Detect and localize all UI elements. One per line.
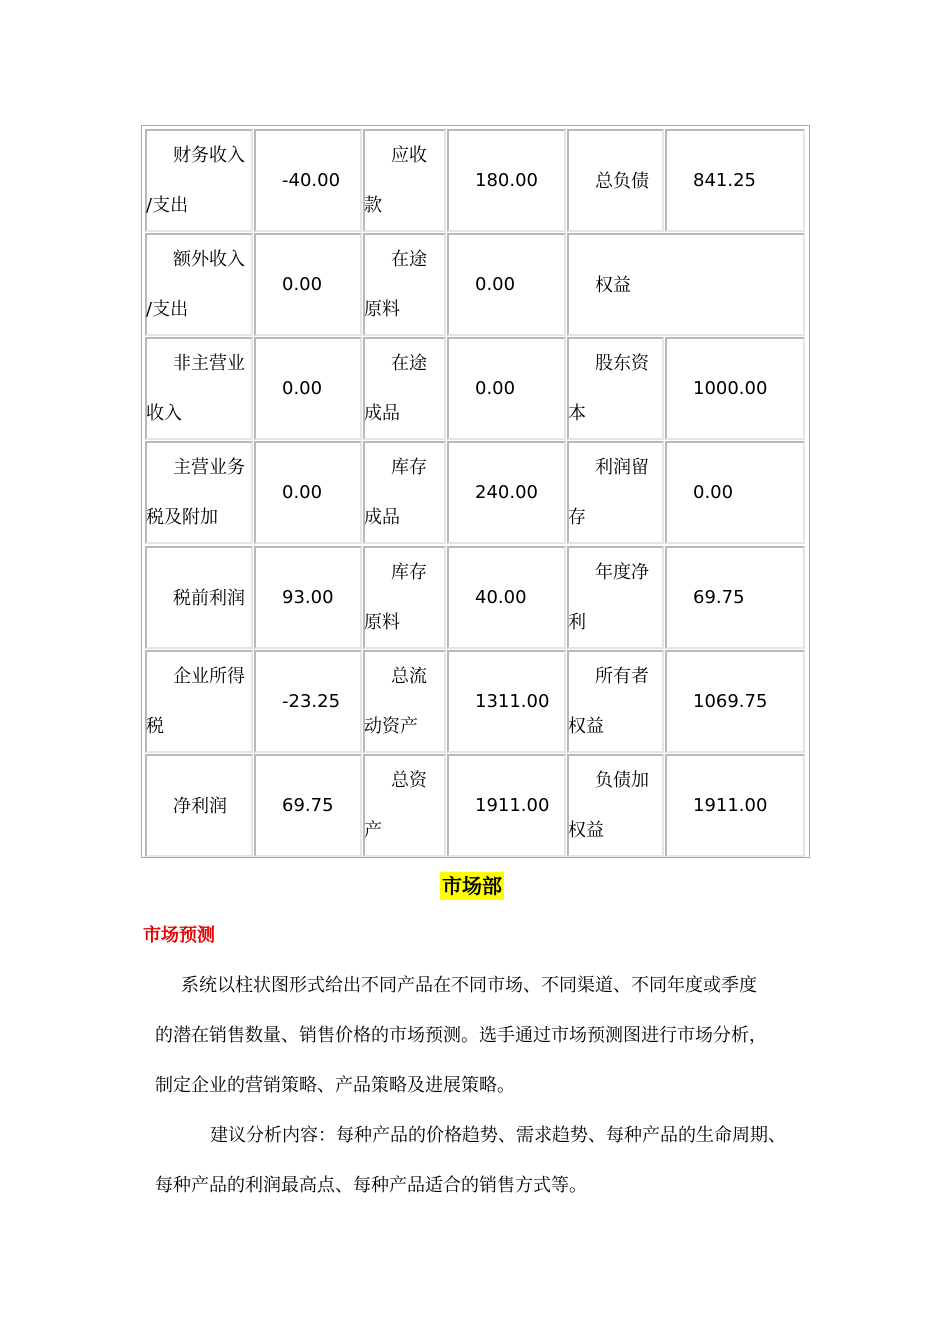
table-value-text: 0.00 — [475, 377, 516, 399]
table-label-text: 库存 — [391, 457, 427, 478]
table-label-cell — [363, 546, 446, 649]
table-label-text: 本 — [568, 403, 586, 424]
financial-table — [141, 125, 810, 858]
table-value-cell — [665, 337, 805, 440]
table-label-text: 成品 — [364, 403, 400, 424]
table-value-text: 0.00 — [475, 273, 516, 295]
table-value-cell — [665, 754, 805, 857]
table-label-text: 在途 — [391, 353, 427, 374]
table-label-text: /支出 — [146, 195, 189, 216]
table-value-text: 93.00 — [282, 586, 334, 608]
table-label-text: 税前利润 — [173, 588, 245, 609]
table-value-text: 69.75 — [693, 586, 745, 608]
table-value-text: 0.00 — [282, 481, 323, 503]
table-value-cell — [447, 129, 566, 232]
section-subheading: 市场预测 — [143, 925, 215, 946]
table-label-cell — [145, 129, 253, 232]
table-label-text: 主营业务 — [173, 457, 245, 478]
paragraph-line: 每种产品的利润最高点、每种产品适合的销售方式等。 — [155, 1175, 587, 1196]
table-label-text: 库存 — [391, 562, 427, 583]
table-label-cell — [567, 129, 664, 232]
table-value-cell — [447, 546, 566, 649]
table-value-cell — [665, 546, 805, 649]
table-label-cell — [567, 441, 664, 544]
table-value-cell — [665, 650, 805, 753]
table-label-cell — [363, 129, 446, 232]
table-value-text: 1911.00 — [693, 794, 768, 816]
table-label-text: 股东资 — [595, 353, 649, 374]
section-heading: 市场部 — [442, 874, 502, 898]
table-label-text: 企业所得 — [173, 666, 245, 687]
table-label-text: 净利润 — [173, 796, 227, 817]
table-value-cell — [447, 441, 566, 544]
table-value-cell — [447, 650, 566, 753]
table-value-text: 0.00 — [693, 481, 734, 503]
table-label-text: 权益 — [568, 820, 604, 841]
table-label-text: 财务收入 — [173, 145, 245, 166]
table-label-cell — [145, 233, 253, 336]
table-label-cell — [567, 754, 664, 857]
table-label-text: 原料 — [364, 612, 400, 633]
table-label-cell — [145, 650, 253, 753]
table-label-text: 款 — [364, 195, 382, 216]
paragraph-line: 制定企业的营销策略、产品策略及进展策略。 — [155, 1075, 515, 1096]
table-label-cell — [363, 650, 446, 753]
table-value-text: 240.00 — [475, 481, 538, 503]
table-label-text: /支出 — [146, 299, 189, 320]
table-value-text: 841.25 — [693, 169, 756, 191]
table-label-text: 总负债 — [595, 171, 649, 192]
table-value-cell — [254, 129, 362, 232]
table-value-cell — [254, 650, 362, 753]
table-value-cell — [254, 337, 362, 440]
table-label-text: 利润留 — [595, 457, 649, 478]
table-label-text: 产 — [364, 820, 382, 841]
table-label-text: 动资产 — [364, 716, 418, 737]
table-value-cell — [447, 233, 566, 336]
table-value-cell — [254, 441, 362, 544]
table-label-cell — [145, 441, 253, 544]
table-label-text: 原料 — [364, 299, 400, 320]
table-label-cell — [363, 233, 446, 336]
table-label-text: 在途 — [391, 249, 427, 270]
table-label-text: 权益 — [568, 716, 604, 737]
table-label-text: 总资 — [391, 770, 427, 791]
table-label-cell — [567, 233, 805, 336]
table-label-text: 税 — [146, 716, 164, 737]
table-value-cell — [254, 546, 362, 649]
table-value-text: 1000.00 — [693, 377, 768, 399]
table-label-cell — [145, 754, 253, 857]
table-label-text: 存 — [568, 507, 586, 528]
table-value-text: 1911.00 — [475, 794, 550, 816]
table-value-text: 180.00 — [475, 169, 538, 191]
table-label-text: 非主营业 — [173, 353, 245, 374]
table-value-cell — [254, 233, 362, 336]
paragraph-line: 的潜在销售数量、销售价格的市场预测。选手通过市场预测图进行市场分析， — [155, 1025, 767, 1046]
table-value-text: 40.00 — [475, 586, 527, 608]
table-label-text: 权益 — [595, 275, 631, 296]
table-value-text: -23.25 — [282, 690, 341, 712]
table-label-cell — [363, 337, 446, 440]
table-value-text: -40.00 — [282, 169, 341, 191]
table-label-text: 利 — [568, 612, 586, 633]
table-label-text: 负债加 — [595, 770, 649, 791]
table-label-text: 年度净 — [595, 562, 649, 583]
table-value-cell — [665, 441, 805, 544]
table-value-cell — [447, 337, 566, 440]
table-label-cell — [145, 337, 253, 440]
paragraph-line: 建议分析内容：每种产品的价格趋势、需求趋势、每种产品的生命周期、 — [210, 1125, 786, 1146]
table-value-cell — [447, 754, 566, 857]
table-label-cell — [567, 546, 664, 649]
table-label-text: 总流 — [391, 666, 427, 687]
table-label-text: 收入 — [146, 403, 182, 424]
table-value-text: 0.00 — [282, 377, 323, 399]
table-label-cell — [363, 441, 446, 544]
table-label-cell — [363, 754, 446, 857]
table-label-text: 所有者 — [595, 666, 649, 687]
table-label-text: 额外收入 — [173, 249, 245, 270]
paragraph-line: 系统以柱状图形式给出不同产品在不同市场、不同渠道、不同年度或季度 — [181, 975, 757, 996]
table-label-cell — [567, 650, 664, 753]
table-label-cell — [145, 546, 253, 649]
table-label-text: 税及附加 — [146, 507, 218, 528]
table-value-cell — [254, 754, 362, 857]
table-value-text: 1069.75 — [693, 690, 768, 712]
table-value-text: 1311.00 — [475, 690, 550, 712]
table-label-cell — [567, 337, 664, 440]
table-value-text: 0.00 — [282, 273, 323, 295]
table-value-text: 69.75 — [282, 794, 334, 816]
table-value-cell — [665, 129, 805, 232]
table-label-text: 应收 — [391, 145, 427, 166]
table-label-text: 成品 — [364, 507, 400, 528]
